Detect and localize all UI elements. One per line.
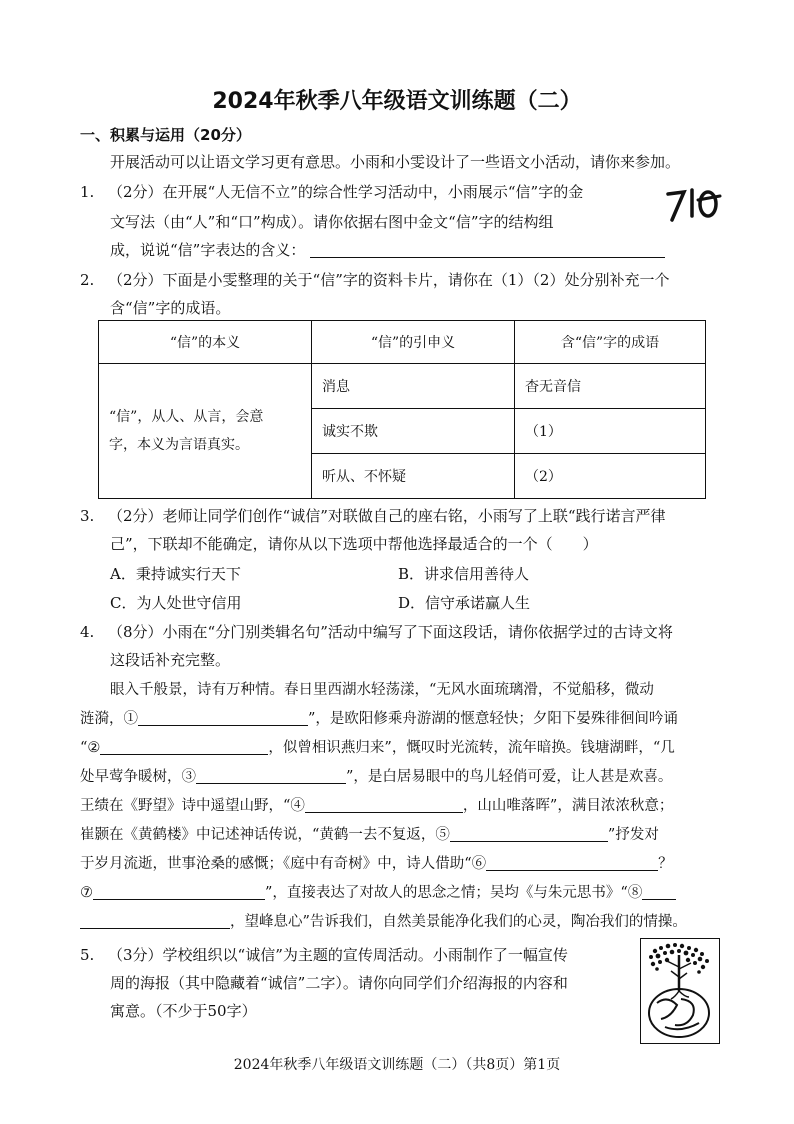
- jinwen-xin-glyph-icon: [662, 186, 724, 226]
- q4-p9b: ，望峰息心”告诉我们，自然美景能净化我们的心灵，陶冶我们的情操。: [230, 914, 687, 930]
- q2-line2: 含“信”字的成语。: [110, 299, 231, 317]
- q4-passage-line7: [80, 854, 673, 874]
- q4-p4a: 处早莺争暖树，③: [80, 769, 196, 785]
- table-header-row: [99, 321, 706, 364]
- q4-p2b: ”，是欧阳修乘舟游湖的惬意轻快；夕阳下晏殊徘徊间吟诵: [308, 711, 678, 727]
- q4-passage-line3: [80, 738, 675, 758]
- q1-line3: [110, 240, 665, 260]
- intro-text: 开展活动可以让语文学习更有意思。小雨和小雯设计了一些语文小活动，请你来参加。: [110, 153, 681, 171]
- original-meaning-line2: 字，本义为言语真实。: [109, 437, 249, 453]
- q4-line1: （8分）小雨在“分门别类辑名句”活动中编写了下面这段话，请你依据学过的古诗文将: [108, 623, 673, 641]
- section-heading: 一、积累与运用（20分）: [80, 126, 251, 144]
- q3-option-a[interactable]: A．秉持诚实行天下: [110, 565, 241, 583]
- q4-passage-line6: [80, 825, 659, 845]
- q1-line1: （2分）在开展“人无信不立”的综合性学习活动中，小雨展示“信”字的金: [108, 183, 584, 201]
- original-meaning-line1: “信”，从人、从言，会意: [109, 409, 264, 425]
- meaning-cell: 消息: [312, 364, 515, 409]
- blank-6[interactable]: [486, 856, 658, 871]
- q3-option-b[interactable]: B．讲求信用善待人: [398, 565, 530, 583]
- blank-2[interactable]: [100, 740, 268, 755]
- q4-p3b: ，似曾相识燕归来”，慨叹时光流转，流年暗换。钱塘湖畔，“几: [268, 740, 675, 756]
- header-idiom: 含“信”字的成语: [515, 321, 706, 364]
- q1-line2: 文写法（由“人”和“口”构成）。请你依据右图中金文“信”字的结构组: [110, 213, 554, 231]
- q3-line2: 己”，下联却不能确定，请你从以下选项中帮他选择最适合的一个（ ）: [110, 535, 598, 553]
- q4-p4b: ”，是白居易眼中的鸟儿轻俏可爱，让人甚是欢喜。: [346, 769, 673, 785]
- meaning-cell: 诚实不欺: [312, 409, 515, 454]
- q4-passage-line5: [80, 796, 673, 816]
- q3-number: 3.: [80, 507, 95, 525]
- q4-p6b: ”抒发对: [607, 827, 659, 843]
- q3-option-d[interactable]: D．信守承诺赢人生: [398, 594, 531, 612]
- q4-p7b: ？: [658, 856, 673, 872]
- q4-passage-line1: 眼入千般景，诗有万种情。春日里西湖水轻荡漾，“无风水面琉璃滑，不觉船移，微动: [110, 682, 654, 698]
- header-original: “信”的本义: [99, 321, 312, 364]
- blank-5[interactable]: [450, 827, 608, 842]
- q1-answer-blank[interactable]: [310, 243, 665, 258]
- q4-p2a: 涟漪，①: [80, 711, 138, 727]
- page-footer: 2024年秋季八年级语文训练题（二）（共8页）第1页: [233, 1057, 561, 1073]
- q1-line3-text: 成，说说“信”字表达的含义：: [110, 241, 306, 259]
- q2-line1: （2分）下面是小雯整理的关于“信”字的资料卡片，请你在（1）（2）处分别补充一个: [108, 271, 670, 289]
- original-meaning-cell: [99, 364, 312, 499]
- q4-number: 4.: [80, 623, 95, 641]
- q5-line1: （3分）学校组织以“诚信”为主题的宣传周活动。小雨制作了一幅宣传: [108, 946, 568, 964]
- q2-number: 2.: [80, 271, 95, 289]
- q3-option-c[interactable]: C．为人处世守信用: [110, 594, 242, 612]
- q5-number: 5.: [80, 946, 95, 964]
- blank-4[interactable]: [305, 798, 463, 813]
- q4-p3a: “②: [80, 740, 101, 756]
- q5-line2: 周的海报（其中隐藏着“诚信”二字）。请你向同学们介绍海报的内容和: [110, 974, 568, 992]
- blank-8-start[interactable]: [642, 885, 676, 900]
- q4-passage-line8: [80, 883, 676, 903]
- q3-line1: （2分）老师让同学们创作“诚信”对联做自己的座右铭，小雨写了上联“践行诺言严律: [108, 507, 666, 525]
- page-title: 2024年秋季八年级语文训练题（二）: [212, 89, 582, 114]
- q4-passage-line4: [80, 767, 672, 787]
- idiom-answer-1[interactable]: （1）: [515, 409, 706, 454]
- table-row: [99, 364, 706, 409]
- poster-tree-icon: [641, 939, 718, 1042]
- meaning-cell: 听从、不怀疑: [312, 454, 515, 499]
- info-card-table: [98, 320, 706, 499]
- blank-8-end[interactable]: [80, 914, 230, 929]
- idiom-answer-2[interactable]: （2）: [515, 454, 706, 499]
- blank-1[interactable]: [138, 711, 308, 726]
- q4-p7a: 于岁月流逝，世事沧桑的感慨；《庭中有奇树》中，诗人借助“⑥: [80, 856, 487, 872]
- q4-p5b: ，山山唯落晖”，满目浓浓秋意；: [462, 798, 674, 814]
- q4-line2: 这段话补充完整。: [110, 651, 231, 669]
- q5-line3: 寓意。（不少于50字）: [110, 1002, 257, 1020]
- q4-p8a: ⑦: [80, 885, 93, 901]
- q4-p8b: ”，直接表达了对故人的思念之情；吴均《与朱元思书》“⑧: [265, 885, 643, 901]
- idiom-cell: 杳无音信: [515, 364, 706, 409]
- q4-p5a: 王绩在《野望》诗中遥望山野，“④: [80, 798, 305, 814]
- q1-number: 1.: [80, 183, 95, 201]
- chengxin-poster-image: [640, 938, 720, 1044]
- q4-passage-line9: [80, 912, 687, 932]
- blank-3[interactable]: [196, 769, 346, 784]
- q4-p6a: 崔颢在《黄鹤楼》中记述神话传说，“黄鹤一去不复返，⑤: [80, 827, 450, 843]
- q4-passage-line2: [80, 709, 678, 729]
- header-extended: “信”的引申义: [312, 321, 515, 364]
- blank-7[interactable]: [93, 885, 265, 900]
